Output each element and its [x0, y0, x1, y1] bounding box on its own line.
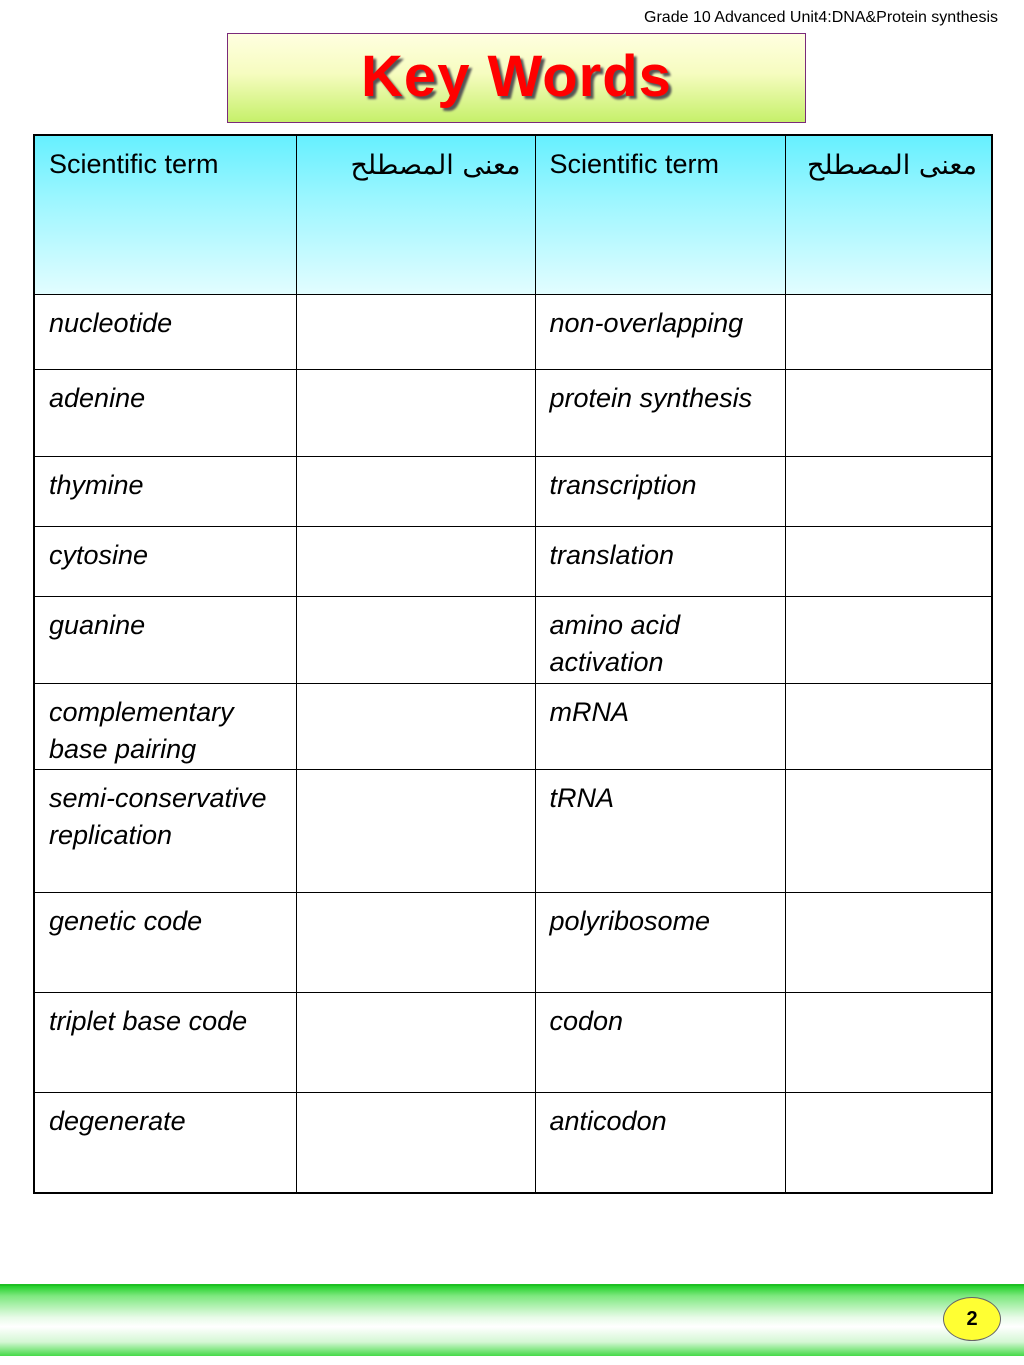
- meaning-cell[interactable]: [296, 370, 535, 457]
- term-cell: non-overlapping: [535, 295, 785, 370]
- key-words-table: [33, 134, 993, 1194]
- table-header-row: [34, 135, 992, 295]
- page-title: Key Words: [361, 43, 672, 109]
- header-term-meaning-1: معنى المصطلح: [296, 135, 535, 295]
- meaning-cell[interactable]: [785, 295, 992, 370]
- term-cell: semi-conservative replication: [34, 770, 296, 893]
- meaning-cell[interactable]: [296, 527, 535, 597]
- table-row: [34, 295, 992, 370]
- table-row: [34, 684, 992, 770]
- term-cell: codon: [535, 993, 785, 1093]
- page-number: 2: [966, 1307, 978, 1330]
- meaning-cell[interactable]: [785, 527, 992, 597]
- meaning-cell[interactable]: [785, 370, 992, 457]
- term-cell: tRNA: [535, 770, 785, 893]
- term-cell: complementary base pairing: [34, 684, 296, 770]
- term-cell: anticodon: [535, 1093, 785, 1193]
- meaning-cell[interactable]: [785, 457, 992, 527]
- meaning-cell[interactable]: [785, 1093, 992, 1193]
- footer-bar: [0, 1284, 1024, 1356]
- term-cell: protein synthesis: [535, 370, 785, 457]
- table-row: [34, 597, 992, 684]
- header-scientific-term-2: Scientific term: [535, 135, 785, 295]
- title-banner: [227, 33, 806, 123]
- meaning-cell[interactable]: [296, 684, 535, 770]
- meaning-cell[interactable]: [296, 1093, 535, 1193]
- unit-header-note: Grade 10 Advanced Unit4:DNA&Protein synthesis: [644, 9, 998, 26]
- term-cell: degenerate: [34, 1093, 296, 1193]
- page-number-badge: [943, 1297, 1001, 1341]
- header-term-meaning-2: معنى المصطلح: [785, 135, 992, 295]
- term-cell: amino acid activation: [535, 597, 785, 684]
- meaning-cell[interactable]: [296, 993, 535, 1093]
- term-cell: genetic code: [34, 893, 296, 993]
- term-cell: cytosine: [34, 527, 296, 597]
- meaning-cell[interactable]: [785, 597, 992, 684]
- term-cell: guanine: [34, 597, 296, 684]
- header-scientific-term-1: Scientific term: [34, 135, 296, 295]
- table-row: [34, 457, 992, 527]
- meaning-cell[interactable]: [785, 684, 992, 770]
- meaning-cell[interactable]: [296, 457, 535, 527]
- table-row: [34, 770, 992, 893]
- term-cell: nucleotide: [34, 295, 296, 370]
- table-row: [34, 893, 992, 993]
- table-row: [34, 1093, 992, 1193]
- term-cell: polyribosome: [535, 893, 785, 993]
- meaning-cell[interactable]: [296, 893, 535, 993]
- meaning-cell[interactable]: [296, 770, 535, 893]
- meaning-cell[interactable]: [296, 295, 535, 370]
- table-row: [34, 993, 992, 1093]
- term-cell: adenine: [34, 370, 296, 457]
- meaning-cell[interactable]: [785, 770, 992, 893]
- table-row: [34, 527, 992, 597]
- term-cell: mRNA: [535, 684, 785, 770]
- term-cell: triplet base code: [34, 993, 296, 1093]
- term-cell: translation: [535, 527, 785, 597]
- table-row: [34, 370, 992, 457]
- term-cell: transcription: [535, 457, 785, 527]
- meaning-cell[interactable]: [785, 893, 992, 993]
- meaning-cell[interactable]: [296, 597, 535, 684]
- term-cell: thymine: [34, 457, 296, 527]
- meaning-cell[interactable]: [785, 993, 992, 1093]
